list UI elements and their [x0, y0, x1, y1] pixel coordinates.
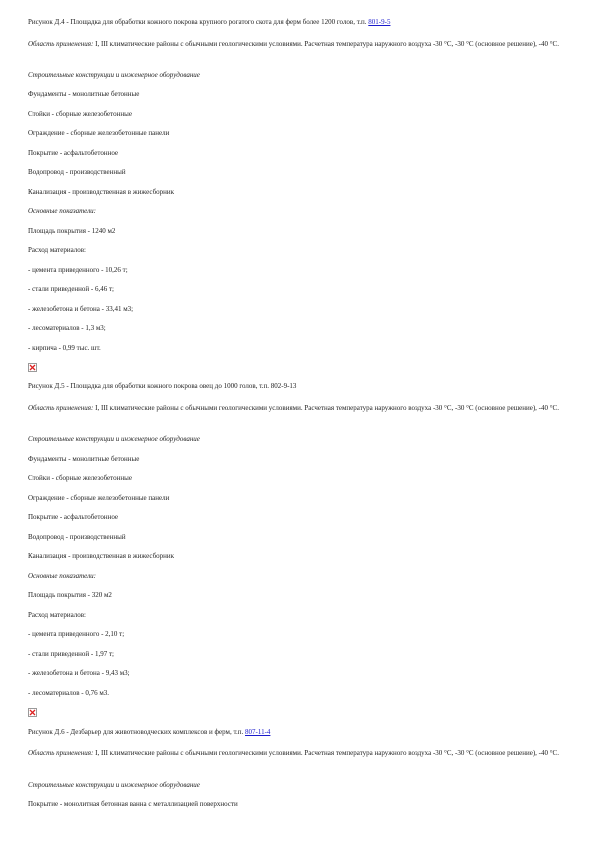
- material-item: - стали приведенной - 6,46 т;: [28, 285, 115, 293]
- project-link-807-11-4[interactable]: 807-11-4: [245, 728, 271, 736]
- structures-heading: Строительные конструкции и инженерное оборудование: [28, 71, 200, 79]
- area-value: Площадь покрытия - 320 м2: [28, 591, 112, 599]
- figure-caption-d6: Рисунок Д.6 - Дезбарьер для животноводческих комплексов и ферм, т.п. 807-11-4: [28, 728, 271, 736]
- structure-item: Покрытие - асфальтобетонное: [28, 513, 119, 521]
- structure-item: Фундаменты - монолитные бетонные: [28, 90, 140, 98]
- figure-caption-d5: Рисунок Д.5 - Площадка для обработки кожного покрова овец до 1000 голов, т.п. 802-9-13: [28, 382, 297, 390]
- indicators-heading: Основные показатели:: [28, 572, 96, 580]
- broken-image-icon: [28, 363, 37, 372]
- structure-item: Стойки - сборные железобетонные: [28, 474, 132, 482]
- material-item: - цемента приведенного - 2,10 т;: [28, 630, 125, 638]
- structure-item: Канализация - производственная в жижесборник: [28, 552, 175, 560]
- structure-item: Водопровод - производственный: [28, 533, 126, 541]
- structure-item: Стойки - сборные железобетонные: [28, 110, 132, 118]
- figure-caption-d4: Рисунок Д.4 - Площадка для обработки кожного покрова крупного рогатого скота для ферм более 1200 голов, т.п. 801-9-5: [28, 18, 391, 26]
- structure-item: Канализация - производственная в жижесборник: [28, 188, 175, 196]
- structure-item: Водопровод - производственный: [28, 168, 126, 176]
- materials-heading: Расход материалов:: [28, 611, 86, 619]
- application-paragraph-d5: Область применения: I, III климатические районы с обычными геологическими условиями. Расчетная температура наружного воздуха -30 °С, -30 °С (основное решение), -40 °С.: [28, 404, 559, 412]
- structure-item: Ограждение - сборные железобетонные панели: [28, 494, 170, 502]
- broken-image-icon: [28, 708, 37, 717]
- indicators-heading: Основные показатели:: [28, 207, 96, 215]
- material-item: - лесоматериалов - 1,3 м3;: [28, 324, 106, 332]
- structure-item: Покрытие - монолитная бетонная ванна с металлизацией поверхности: [28, 800, 238, 808]
- material-item: - лесоматериалов - 0,76 м3.: [28, 689, 110, 697]
- area-value: Площадь покрытия - 1240 м2: [28, 227, 116, 235]
- material-item: - цемента приведенного - 10,26 т;: [28, 266, 128, 274]
- structure-item: Покрытие - асфальтобетонное: [28, 149, 119, 157]
- structures-heading: Строительные конструкции и инженерное оборудование: [28, 781, 200, 789]
- material-item: - железобетона и бетона - 9,43 м3;: [28, 669, 130, 677]
- material-item: - стали приведенной - 1,97 т;: [28, 650, 115, 658]
- material-item: - железобетона и бетона - 33,41 м3;: [28, 305, 134, 313]
- structure-item: Фундаменты - монолитные бетонные: [28, 455, 140, 463]
- application-paragraph-d4: Область применения: I, III климатические районы с обычными геологическими условиями. Расчетная температура наружного воздуха -30 °С, -30 °С (основное решение), -40 °С.: [28, 40, 559, 48]
- material-item: - кирпича - 0,99 тыс. шт.: [28, 344, 101, 352]
- structure-item: Ограждение - сборные железобетонные панели: [28, 129, 170, 137]
- materials-heading: Расход материалов:: [28, 246, 86, 254]
- application-paragraph-d6: Область применения: I, III климатические районы с обычными геологическими условиями. Расчетная температура наружного воздуха -30 °С, -30 °С (основное решение), -40 °С.: [28, 749, 559, 757]
- structures-heading: Строительные конструкции и инженерное оборудование: [28, 435, 200, 443]
- project-link-801-9-5[interactable]: 801-9-5: [368, 18, 391, 26]
